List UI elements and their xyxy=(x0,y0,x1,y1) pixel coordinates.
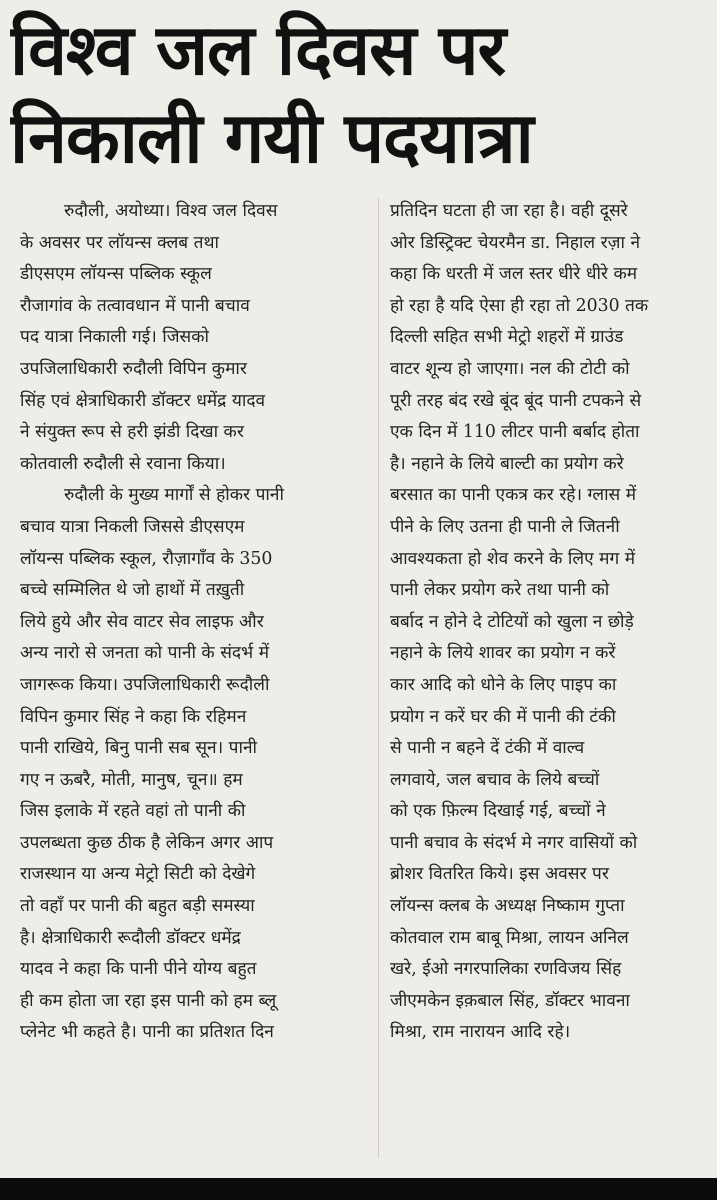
text-line: हो रहा है यदि ऐसा ही रहा तो 2030 तक xyxy=(390,295,649,316)
text-line: ने संयुक्त रूप से हरी झंडी दिखा कर xyxy=(20,422,244,443)
text-line: ही कम होता जा रहा इस पानी को हम ब्लू xyxy=(20,990,277,1011)
text-line: लिये हुये और सेव वाटर सेव लाइफ और xyxy=(20,611,264,632)
text-line: ब्रोशर वितरित किये। इस अवसर पर xyxy=(390,864,609,885)
text-line: डीएसएम लॉयन्स पब्लिक स्कूल xyxy=(20,264,212,285)
text-line: से पानी न बहने दें टंकी में वाल्व xyxy=(390,738,585,759)
article-column-left xyxy=(20,196,368,1049)
text-line: जागरूक किया। उपजिलाधिकारी रूदौली xyxy=(20,674,270,695)
text-line: बच्चे सम्मिलित थे जो हाथों में तख़ुती xyxy=(20,580,245,601)
text-line: पानी लेकर प्रयोग करे तथा पानी को xyxy=(390,580,610,601)
text-line: मिश्रा, राम नारायन आदि रहे। xyxy=(390,1022,571,1043)
text-line: पद यात्रा निकाली गई। जिसको xyxy=(20,327,209,348)
text-line: है। क्षेत्राधिकारी रूदौली डॉक्टर धमेंद्र xyxy=(20,927,241,948)
text-line: नहाने के लिये शावर का प्रयोग न करें xyxy=(390,643,616,664)
text-line: यादव ने कहा कि पानी पीने योग्य बहुत xyxy=(20,959,257,980)
text-line: लॉयन्स पब्लिक स्कूल, रौज़ागाँव के 350 xyxy=(20,548,273,569)
headline xyxy=(10,6,710,182)
text-line: तो वहाँ पर पानी की बहुत बड़ी समस्या xyxy=(20,896,255,917)
text-line: को एक फ़िल्म दिखाई गई, बच्चों ने xyxy=(390,801,606,822)
text-line: पीने के लिए उतना ही पानी ले जितनी xyxy=(390,516,620,537)
text-line: अन्य नारो से जनता को पानी के संदर्भ में xyxy=(20,643,270,664)
text-line: रौजागांव के तत्वावधान में पानी बचाव xyxy=(20,295,250,316)
text-line: रुदौली, अयोध्या। विश्व जल दिवस xyxy=(64,201,278,221)
text-line: पूरी तरह बंद रखे बूंद बूंद पानी टपकने से xyxy=(390,390,642,411)
text-line: बरसात का पानी एकत्र कर रहे। ग्लास में xyxy=(390,485,637,506)
text-line: विपिन कुमार सिंह ने कहा कि रहिमन xyxy=(20,706,247,727)
article-column-right xyxy=(390,196,717,1049)
text-line: प्रयोग न करें घर की में पानी की टंकी xyxy=(390,706,616,727)
text-line: है। नहाने के लिये बाल्टी का प्रयोग करे xyxy=(390,453,624,474)
text-line: उपजिलाधिकारी रुदौली विपिन कुमार xyxy=(20,358,247,379)
text-line: जीएमकेन इक़बाल सिंह, डॉक्टर भावना xyxy=(390,990,630,1011)
text-line: उपलब्धता कुछ ठीक है लेकिन अगर आप xyxy=(20,832,274,853)
bottom-black-bar xyxy=(0,1178,717,1200)
text-line: कहा कि धरती में जल स्तर धीरे धीरे कम xyxy=(390,264,638,285)
text-line: रुदौली के मुख्य मार्गों से होकर पानी xyxy=(64,485,284,506)
text-line: खरे, ईओ नगरपालिका रणविजय सिंह xyxy=(390,959,622,980)
text-line: लॉयन्स क्लब के अध्यक्ष निष्काम गुप्ता xyxy=(390,896,625,917)
text-line: एक दिन में 110 लीटर पानी बर्बाद होता xyxy=(390,422,640,443)
headline-line-2: निकाली गयी पदयात्रा xyxy=(10,97,533,179)
text-line: लगवाये, जल बचाव के लिये बच्चों xyxy=(390,769,600,790)
text-line: के अवसर पर लॉयन्स क्लब तथा xyxy=(20,232,220,253)
text-line: आवश्यकता हो शेव करने के लिए मग में xyxy=(390,548,636,569)
text-line: राजस्थान या अन्य मेट्रो सिटी को देखेगे xyxy=(20,864,256,885)
text-line: पानी राखिये, बिनु पानी सब सून। पानी xyxy=(20,738,258,759)
headline-line-1: विश्व जल दिवस पर xyxy=(10,9,506,91)
column-divider xyxy=(378,198,379,1158)
text-line: बचाव यात्रा निकली जिससे डीएसएम xyxy=(20,516,245,537)
text-line: पानी बचाव के संदर्भ मे नगर वासियों को xyxy=(390,832,638,853)
text-line: कार आदि को धोने के लिए पाइप का xyxy=(390,674,617,695)
text-line: कोतवाली रुदौली से रवाना किया। xyxy=(20,453,226,474)
text-line: प्रतिदिन घटता ही जा रहा है। वही दूसरे xyxy=(390,201,628,221)
text-line: वाटर शून्य हो जाएगा। नल की टोटी को xyxy=(390,358,630,379)
text-line: सिंह एवं क्षेत्राधिकारी डॉक्टर धमेंद्र यादव xyxy=(20,390,266,411)
text-line: कोतवाल राम बाबू मिश्रा, लायन अनिल xyxy=(390,927,629,948)
text-line: बर्बाद न होने दे टोटियों को खुला न छोड़े xyxy=(390,611,634,632)
text-line: ओर डिस्ट्रिक्ट चेयरमैन डा. निहाल रज़ा ने xyxy=(390,232,641,253)
text-line: प्लेनेट भी कहते है। पानी का प्रतिशत दिन xyxy=(20,1022,274,1043)
text-line: जिस इलाके में रहते वहां तो पानी की xyxy=(20,801,246,822)
text-line: दिल्ली सहित सभी मेट्रो शहरों में ग्राउंड xyxy=(390,327,624,348)
text-line: गए न ऊबरै, मोती, मानुष, चून॥ हम xyxy=(20,769,243,790)
